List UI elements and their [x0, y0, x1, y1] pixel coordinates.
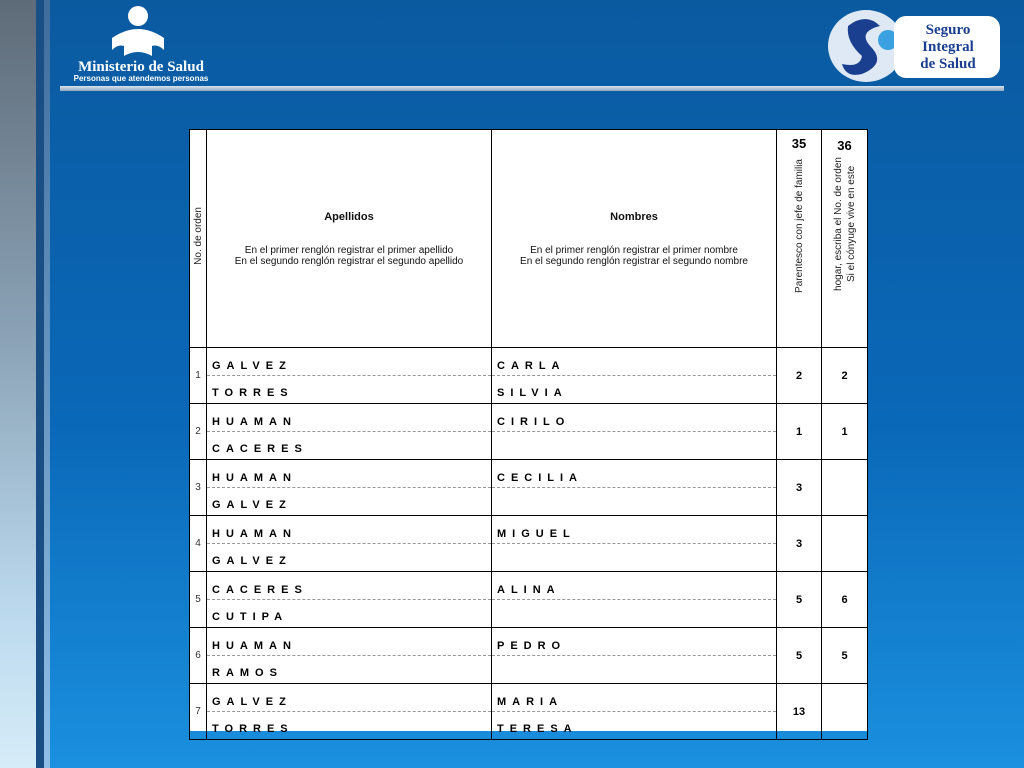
apellidos-cell	[207, 404, 492, 460]
col36-label: hogar, escriba el No. de orden	[832, 157, 844, 291]
family-register-form	[189, 129, 867, 735]
first-surname: GALVEZ	[212, 360, 292, 372]
sis-logo	[826, 8, 1002, 84]
left-decorative-band	[36, 0, 44, 768]
apellidos-cell	[207, 628, 492, 684]
order-number: 5	[190, 572, 207, 628]
table-row	[190, 572, 868, 628]
second-surname: TORRES	[212, 387, 294, 399]
table-row	[190, 516, 868, 572]
nombres-instruction: En el segundo renglón registrar el segundo nombre	[520, 255, 748, 267]
table-row	[190, 404, 868, 460]
conyuge-order-value: 1	[822, 404, 868, 460]
first-name: CECILIA	[497, 472, 583, 484]
apellidos-instruction: En el segundo renglón registrar el segundo apellido	[234, 255, 464, 267]
apellidos-instruction: En el primer renglón registrar el primer apellido	[244, 244, 454, 256]
order-column-label: No. de orden	[192, 207, 204, 265]
first-surname: HUAMAN	[212, 640, 297, 652]
order-column-header	[190, 130, 207, 348]
second-surname: CACERES	[212, 443, 308, 455]
second-surname: GALVEZ	[212, 555, 292, 567]
conyuge-order-value	[822, 684, 868, 740]
left-decorative-band-light	[44, 0, 50, 768]
second-name: TERESA	[497, 723, 578, 735]
header-divider	[60, 86, 1004, 91]
col36-label: Si el cónyuge vive en este	[845, 165, 857, 283]
conyuge-order-value: 5	[822, 628, 868, 684]
first-surname: CACERES	[212, 584, 308, 596]
sis-logo-line: de Salud	[920, 56, 976, 72]
second-name: SILVIA	[497, 387, 568, 399]
conyuge-order-value	[822, 460, 868, 516]
first-surname: HUAMAN	[212, 472, 297, 484]
apellidos-cell	[207, 684, 492, 740]
parentesco-value: 1	[777, 404, 822, 460]
order-number: 7	[190, 684, 207, 740]
apellidos-cell	[207, 460, 492, 516]
parentesco-value: 5	[777, 572, 822, 628]
table-row	[190, 348, 868, 404]
first-name: MARIA	[497, 696, 564, 708]
nombres-cell	[492, 404, 777, 460]
first-name: PEDRO	[497, 640, 567, 652]
second-surname: GALVEZ	[212, 499, 292, 511]
col35-number: 35	[791, 136, 807, 151]
apellidos-cell	[207, 572, 492, 628]
conyuge-order-value: 2	[822, 348, 868, 404]
family-register-table	[189, 129, 868, 740]
nombres-cell	[492, 628, 777, 684]
ministerio-emblem-icon	[106, 4, 170, 60]
sis-logo-line: Seguro	[925, 22, 971, 38]
table-row	[190, 628, 868, 684]
nombres-title: Nombres	[610, 210, 658, 223]
sis-logo-line: Integral	[922, 39, 974, 55]
first-surname: HUAMAN	[212, 528, 297, 540]
order-number: 3	[190, 460, 207, 516]
order-number: 2	[190, 404, 207, 460]
sis-logo-text	[900, 22, 996, 73]
nombres-column-header	[492, 130, 777, 348]
col36-number: 36	[837, 138, 852, 153]
parentesco-value: 5	[777, 628, 822, 684]
second-surname: CUTIPA	[212, 611, 289, 623]
table-row	[190, 460, 868, 516]
second-surname: RAMOS	[212, 667, 283, 679]
parentesco-value: 3	[777, 516, 822, 572]
first-name: ALINA	[497, 584, 561, 596]
conyuge-order-value	[822, 516, 868, 572]
col35-label: Parentesco con jefe de familia	[793, 159, 805, 293]
nombres-cell	[492, 572, 777, 628]
second-surname: TORRES	[212, 723, 294, 735]
first-name: MIGUEL	[497, 528, 576, 540]
first-name: CARLA	[497, 360, 566, 372]
ministerio-tagline: Personas que atendemos personas	[73, 74, 209, 83]
apellidos-title: Apellidos	[324, 210, 374, 223]
conyuge-order-value: 6	[822, 572, 868, 628]
parentesco-value: 3	[777, 460, 822, 516]
table-row	[190, 684, 868, 740]
nombres-cell	[492, 348, 777, 404]
nombres-instruction: En el primer renglón registrar el primer nombre	[530, 244, 738, 256]
nombres-cell	[492, 460, 777, 516]
apellidos-column-header	[207, 130, 492, 348]
order-number: 6	[190, 628, 207, 684]
ministerio-title: Ministerio de Salud	[78, 59, 204, 75]
ministerio-logo	[64, 4, 216, 84]
parentesco-value: 13	[777, 684, 822, 740]
order-number: 4	[190, 516, 207, 572]
col36-header	[822, 130, 868, 348]
first-surname: GALVEZ	[212, 696, 292, 708]
apellidos-cell	[207, 348, 492, 404]
first-name: CIRILO	[497, 416, 571, 428]
table-header-row	[190, 130, 868, 348]
apellidos-cell	[207, 516, 492, 572]
col35-header	[777, 130, 822, 348]
first-surname: HUAMAN	[212, 416, 297, 428]
nombres-cell	[492, 516, 777, 572]
nombres-cell	[492, 684, 777, 740]
left-decorative-strip	[0, 0, 36, 768]
order-number: 1	[190, 348, 207, 404]
parentesco-value: 2	[777, 348, 822, 404]
